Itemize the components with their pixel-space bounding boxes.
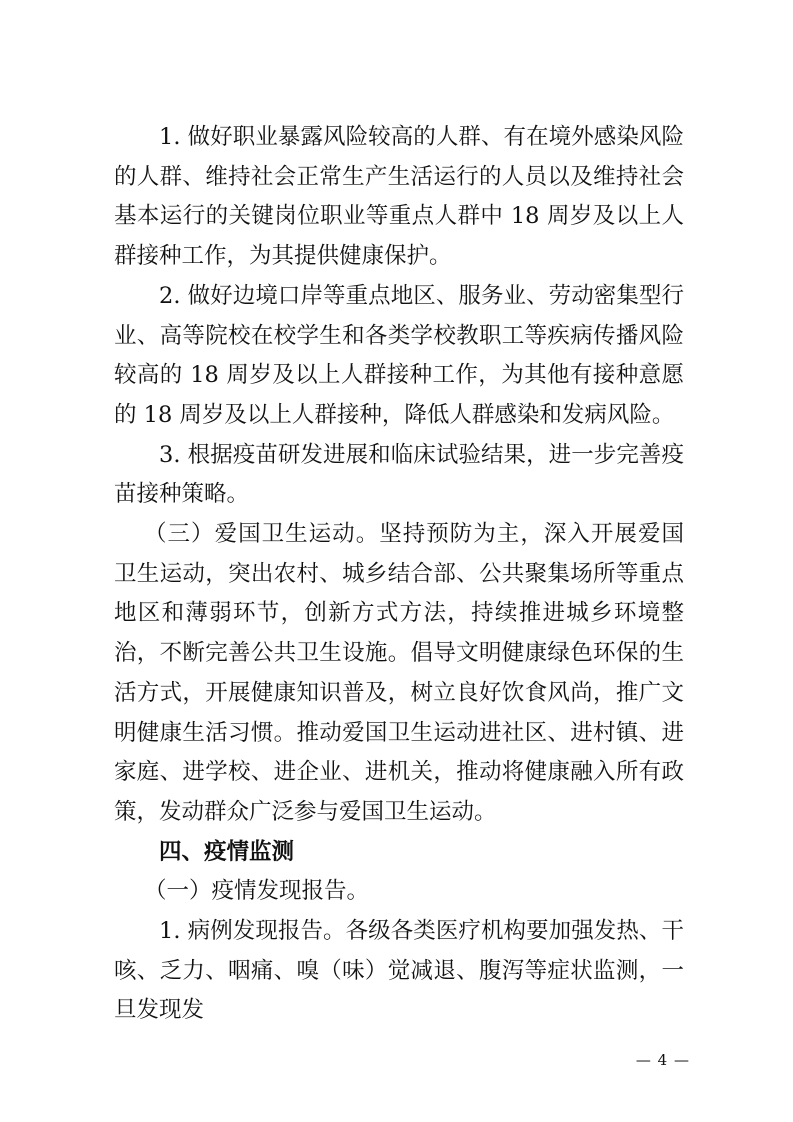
document-body <box>114 118 684 1031</box>
chapter-heading-epidemic-monitoring: 四、疫情监测 <box>159 838 295 865</box>
paragraph-case-reporting: 1. 病例发现报告。各级各类医疗机构要加强发热、干咳、乏力、咽痛、嗅（味）觉减退、腹泻等症状监测，一旦发现发 <box>114 918 684 1024</box>
paragraph-vaccination-1: 1. 做好职业暴露风险较高的人群、有在境外感染风险的人群、维持社会正常生产生活运行的人员以及维持社会基本运行的关键岗位职业等重点人群中 18 周岁及以上人群接种工作，为其提供健康保护。 <box>114 124 684 270</box>
paragraph-vaccination-2: 2. 做好边境口岸等重点地区、服务业、劳动密集型行业、高等院校在校学生和各类学校教职工等疾病传播风险较高的 18 周岁及以上人群接种工作，为其他有接种意愿的 18 周岁及以上人群接种，降低人群感染和发病风险。 <box>114 282 684 428</box>
paragraph-vaccination-3: 3. 根据疫苗研发进展和临床试验结果，进一步完善疫苗接种策略。 <box>114 441 684 508</box>
section-heading-patriotic-health: （三）爱国卫生运动。 <box>144 521 380 548</box>
section-patriotic-health <box>114 515 684 833</box>
subheading-epidemic-reporting: （一）疫情发现报告。 <box>144 878 370 905</box>
page-number: — 4 — <box>635 1051 690 1069</box>
section-body-patriotic-health: 坚持预防为主，深入开展爱国卫生运动，突出农村、城乡结合部、公共聚集场所等重点地区和薄弱环节，创新方式方法，持续推进城乡环境整治，不断完善公共卫生设施。倡导文明健康绿色环保的生活方式，开展健康知识普及，树立良好饮食风尚，推广文明健康生活习惯。推动爱国卫生运动进社区、进村镇、进家庭、进学校、进企业、进机关，推动将健康融入所有政策，发动群众广泛参与爱国卫生运动。 <box>114 521 684 825</box>
